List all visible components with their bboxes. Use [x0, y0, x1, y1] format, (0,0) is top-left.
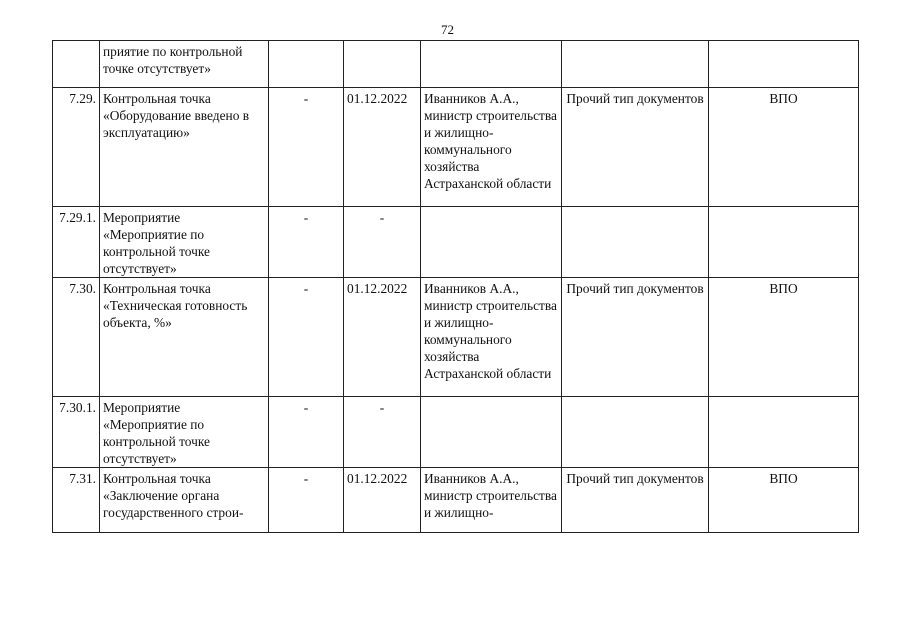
row-start-date: - [269, 468, 344, 533]
row-start-date: - [269, 207, 344, 278]
row-start-date: - [269, 88, 344, 207]
row-number: 7.30. [53, 278, 100, 397]
row-end-date: 01.12.2022 [344, 88, 421, 207]
row-start-date [269, 41, 344, 88]
row-level: ВПО [709, 468, 859, 533]
table-row [53, 88, 859, 207]
row-end-date: 01.12.2022 [344, 278, 421, 397]
row-name: Мероприятие «Мероприятие по контрольной точке отсутствует» [100, 397, 269, 468]
row-start-date: - [269, 278, 344, 397]
row-name: приятие по контрольной точке отсутствует» [100, 41, 269, 88]
row-number: 7.29. [53, 88, 100, 207]
row-name: Контрольная точка «Заключение органа государственного строи- [100, 468, 269, 533]
row-number: 7.30.1. [53, 397, 100, 468]
row-document-type [562, 207, 709, 278]
table-row [53, 207, 859, 278]
row-level [709, 207, 859, 278]
row-document-type: Прочий тип документов [562, 88, 709, 207]
row-end-date [344, 41, 421, 88]
table-row [53, 41, 859, 88]
row-start-date: - [269, 397, 344, 468]
row-responsible [421, 207, 562, 278]
row-responsible: Иванников А.А., министр строительства и жилищно- [421, 468, 562, 533]
row-document-type: Прочий тип документов [562, 278, 709, 397]
row-responsible [421, 41, 562, 88]
row-level [709, 397, 859, 468]
table-row [53, 397, 859, 468]
row-name: Мероприятие «Мероприятие по контрольной точке отсутствует» [100, 207, 269, 278]
row-responsible [421, 397, 562, 468]
row-number [53, 41, 100, 88]
row-name: Контрольная точка «Оборудование введено в эксплуатацию» [100, 88, 269, 207]
page-number: 72 [441, 22, 454, 37]
row-responsible: Иванников А.А., министр строительства и жилищно-коммунального хозяйства Астраханской области [421, 88, 562, 207]
table-row [53, 468, 859, 533]
row-end-date: - [344, 397, 421, 468]
row-level: ВПО [709, 88, 859, 207]
row-level: ВПО [709, 278, 859, 397]
row-document-type [562, 41, 709, 88]
row-level [709, 41, 859, 88]
row-document-type [562, 397, 709, 468]
row-number: 7.29.1. [53, 207, 100, 278]
row-number: 7.31. [53, 468, 100, 533]
row-end-date: 01.12.2022 [344, 468, 421, 533]
control-points-table [52, 40, 859, 533]
table-row [53, 278, 859, 397]
row-document-type: Прочий тип документов [562, 468, 709, 533]
row-responsible: Иванников А.А., министр строительства и жилищно-коммунального хозяйства Астраханской области [421, 278, 562, 397]
row-end-date: - [344, 207, 421, 278]
row-name: Контрольная точка «Техническая готовность объекта, %» [100, 278, 269, 397]
